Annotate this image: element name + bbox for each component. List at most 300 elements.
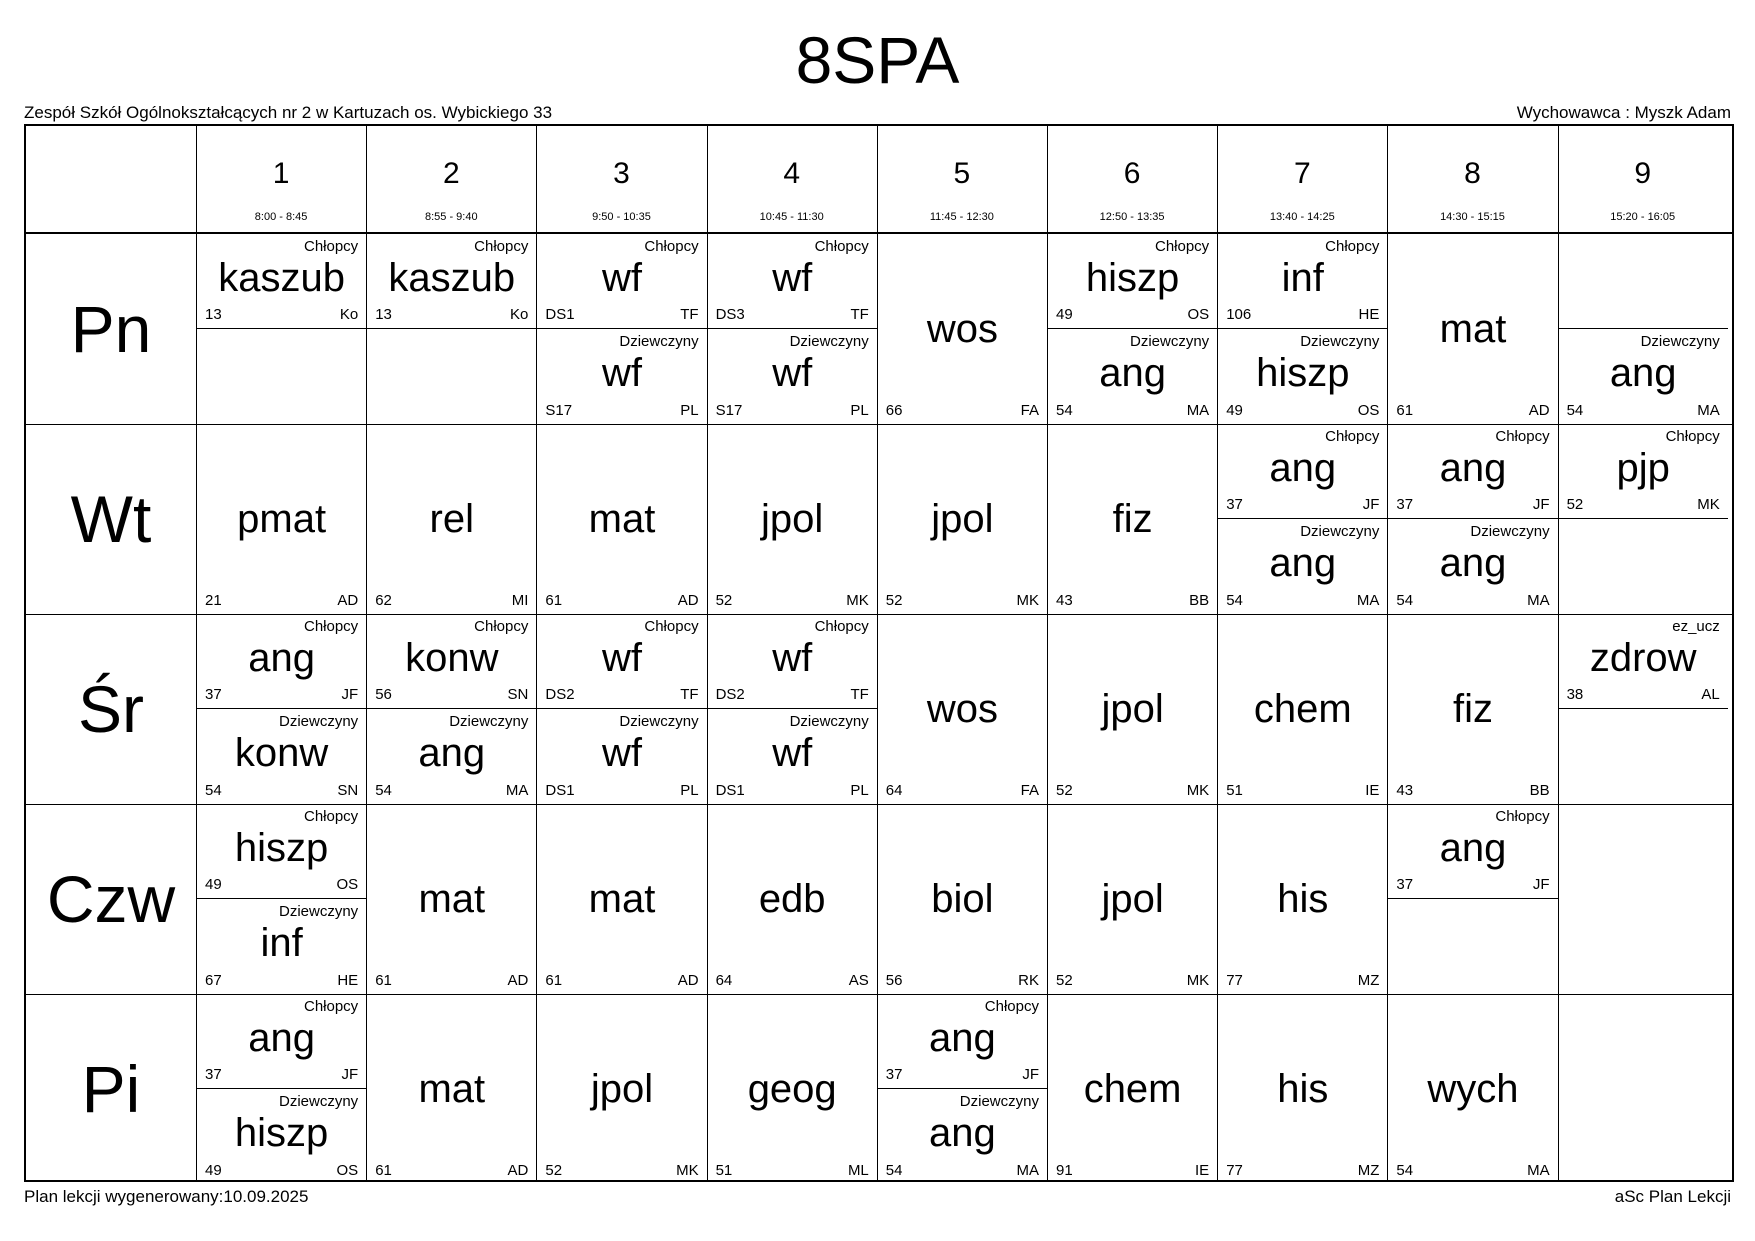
lesson-subject: inf xyxy=(1281,256,1324,300)
period-number: 3 xyxy=(613,157,630,190)
lesson-cell-top xyxy=(1388,424,1557,519)
lesson-cell-bottom xyxy=(1388,899,1557,994)
period-time: 12:50 - 13:35 xyxy=(1099,211,1165,223)
lesson-teacher: JF xyxy=(1362,496,1380,513)
lesson-cell xyxy=(537,424,706,614)
lesson-teacher: FA xyxy=(1020,402,1039,419)
lesson-room: 56 xyxy=(375,686,392,703)
lesson-group: Chłopcy xyxy=(303,998,359,1015)
lesson-room: 54 xyxy=(885,1162,903,1179)
lesson-cell-top xyxy=(1048,234,1217,329)
lesson-teacher: MK xyxy=(1697,496,1720,513)
lesson-group: Dziewczyny xyxy=(789,333,869,350)
lesson-subject: rel xyxy=(429,497,474,541)
lesson-cell xyxy=(367,804,536,994)
lesson-room: DS1 xyxy=(545,306,575,323)
lesson-room: S17 xyxy=(715,402,743,419)
lesson-room: 66 xyxy=(885,402,903,419)
period-time: 11:45 - 12:30 xyxy=(929,211,994,223)
lesson-cell-top xyxy=(1559,424,1728,519)
lesson-room: 54 xyxy=(1396,592,1414,609)
lesson-teacher: AD xyxy=(337,592,359,609)
lesson-subject: mat xyxy=(418,1067,486,1111)
lesson-cell-top xyxy=(367,234,536,329)
lesson-subject: ang xyxy=(1439,826,1507,870)
lesson-subject: wf xyxy=(601,636,642,680)
lesson-teacher: MA xyxy=(1186,402,1210,419)
lesson-cell xyxy=(1218,804,1387,994)
lesson-teacher: AD xyxy=(507,972,529,989)
period-time: 13:40 - 14:25 xyxy=(1269,211,1335,223)
day-label: Czw xyxy=(46,862,176,936)
lesson-subject: his xyxy=(1277,1067,1329,1111)
lesson-cell-top xyxy=(1559,234,1728,329)
lesson-teacher: MK xyxy=(1016,592,1039,609)
lesson-subject: wf xyxy=(772,256,813,300)
lesson-room: 38 xyxy=(1566,686,1584,703)
lesson-group: Chłopcy xyxy=(1495,808,1550,825)
lesson-teacher: AS xyxy=(848,972,869,989)
lesson-teacher: MK xyxy=(1186,972,1210,989)
lesson-group: Dziewczyny xyxy=(279,713,359,730)
lesson-group: Chłopcy xyxy=(1154,238,1210,255)
lesson-teacher: AD xyxy=(1528,402,1550,419)
lesson-subject: kaszub xyxy=(218,256,345,300)
lesson-teacher: FA xyxy=(1020,782,1039,799)
lesson-cell-bottom xyxy=(1048,329,1217,424)
lesson-cell-bottom xyxy=(1218,519,1387,614)
lesson-teacher: IE xyxy=(1365,782,1380,799)
lesson-room: 52 xyxy=(1056,782,1073,799)
lesson-subject: ang xyxy=(1609,351,1677,395)
lesson-room: 43 xyxy=(1396,782,1414,799)
lesson-subject: ang xyxy=(929,1111,996,1155)
lesson-room: 52 xyxy=(885,592,903,609)
lesson-room: 56 xyxy=(885,972,903,989)
lesson-room: 64 xyxy=(885,782,903,799)
period-number: 6 xyxy=(1123,157,1141,190)
lesson-room: 51 xyxy=(715,1162,733,1179)
lesson-teacher: JF xyxy=(341,1066,359,1083)
lesson-room: 49 xyxy=(1226,402,1243,419)
lesson-group: Dziewczyny xyxy=(279,903,359,920)
period-header xyxy=(536,126,706,232)
lesson-subject: fiz xyxy=(1452,687,1493,731)
lesson-cell xyxy=(367,994,536,1184)
lesson-teacher: MK xyxy=(676,1162,699,1179)
lesson-room: 52 xyxy=(545,1162,563,1179)
lesson-cell-top xyxy=(367,614,536,709)
lesson-cell-top xyxy=(197,804,366,899)
lesson-subject: ang xyxy=(1439,541,1507,585)
lesson-cell-bottom xyxy=(878,1089,1047,1184)
lesson-cell-bottom xyxy=(1559,709,1728,804)
lesson-group: Chłopcy xyxy=(303,238,359,255)
lesson-teacher: JF xyxy=(1022,1066,1039,1083)
lesson-group: Chłopcy xyxy=(644,238,699,255)
lesson-teacher: MA xyxy=(505,782,529,799)
period-number: 4 xyxy=(783,157,801,190)
lesson-cell-bottom xyxy=(197,899,366,994)
lesson-teacher: AD xyxy=(507,1162,529,1179)
lesson-room: DS1 xyxy=(715,782,745,799)
class-teacher: Wychowawca : Myszk Adam xyxy=(1516,103,1731,122)
lesson-subject: hiszp xyxy=(234,826,329,870)
lesson-subject: wych xyxy=(1427,1067,1519,1111)
lesson-group: Chłopcy xyxy=(303,618,359,635)
lesson-cell-top xyxy=(197,994,366,1089)
lesson-teacher: ML xyxy=(847,1162,869,1179)
lesson-room: S17 xyxy=(545,402,573,419)
lesson-teacher: IE xyxy=(1195,1162,1210,1179)
lesson-room: 54 xyxy=(1056,402,1073,419)
lesson-room: 37 xyxy=(1396,876,1414,893)
lesson-cell-top xyxy=(1559,614,1728,709)
lesson-group: Dziewczyny xyxy=(959,1093,1039,1110)
lesson-room: 54 xyxy=(1566,402,1584,419)
lesson-group: Chłopcy xyxy=(984,998,1039,1015)
lesson-room: 61 xyxy=(375,972,392,989)
lesson-room: 106 xyxy=(1226,306,1252,323)
lesson-room: DS3 xyxy=(715,306,745,323)
lesson-teacher: AL xyxy=(1701,686,1720,703)
lesson-room: 67 xyxy=(205,972,222,989)
lesson-cell-top xyxy=(1218,424,1387,519)
lesson-cell-bottom xyxy=(1388,519,1557,614)
generated-date: Plan lekcji wygenerowany:10.09.2025 xyxy=(24,1187,309,1206)
lesson-cell-bottom xyxy=(197,329,366,424)
lesson-subject: konw xyxy=(234,731,329,775)
lesson-cell xyxy=(197,424,366,614)
period-header xyxy=(196,126,366,232)
lesson-room: 61 xyxy=(1396,402,1414,419)
timetable-grid xyxy=(24,124,1734,1182)
lesson-room: 37 xyxy=(205,1066,222,1083)
lesson-subject: ang xyxy=(1439,446,1507,490)
lesson-cell xyxy=(1388,994,1557,1184)
lesson-cell-bottom xyxy=(367,709,536,804)
lesson-subject: pjp xyxy=(1616,446,1670,490)
period-time: 8:00 - 8:45 xyxy=(254,211,308,223)
lesson-cell xyxy=(537,994,706,1184)
lesson-group: Chłopcy xyxy=(474,618,529,635)
day-label: Pn xyxy=(70,292,152,366)
lesson-cell-top xyxy=(708,234,877,329)
lesson-subject: jpol xyxy=(931,497,994,541)
lesson-teacher: PL xyxy=(850,782,869,799)
lesson-teacher: MK xyxy=(1186,782,1210,799)
lesson-teacher: MA xyxy=(1527,592,1550,609)
lesson-teacher: JF xyxy=(1532,876,1550,893)
period-header xyxy=(1047,126,1217,232)
lesson-room: DS1 xyxy=(545,782,575,799)
day-label: Wt xyxy=(70,482,152,556)
lesson-subject: ang xyxy=(1269,541,1337,585)
lesson-room: 21 xyxy=(205,592,222,609)
lesson-subject: mat xyxy=(588,497,656,541)
lesson-group: Dziewczyny xyxy=(1640,333,1720,350)
lesson-group: ez_ucz xyxy=(1672,618,1720,635)
lesson-group: Chłopcy xyxy=(644,618,699,635)
lesson-group: Chłopcy xyxy=(1665,428,1720,445)
lesson-cell xyxy=(1388,614,1557,804)
lesson-teacher: OS xyxy=(336,1162,359,1179)
lesson-teacher: PL xyxy=(850,402,869,419)
lesson-room: 37 xyxy=(1396,496,1414,513)
lesson-teacher: JF xyxy=(341,686,359,703)
lesson-subject: pmat xyxy=(237,497,327,541)
lesson-group: Chłopcy xyxy=(814,618,869,635)
lesson-cell-bottom xyxy=(367,329,536,424)
period-header xyxy=(707,126,877,232)
lesson-cell-bottom xyxy=(537,329,706,424)
lesson-teacher: RK xyxy=(1018,972,1039,989)
lesson-subject: hiszp xyxy=(234,1111,329,1155)
lesson-subject: konw xyxy=(405,636,499,680)
lesson-cell-top xyxy=(197,614,366,709)
lesson-subject: wos xyxy=(926,307,998,351)
lesson-teacher: AD xyxy=(677,592,699,609)
lesson-room: DS2 xyxy=(545,686,575,703)
lesson-room: 64 xyxy=(715,972,733,989)
lesson-cell-bottom xyxy=(197,1089,366,1184)
lesson-cell-bottom xyxy=(1559,519,1728,614)
lesson-subject: ang xyxy=(929,1016,996,1060)
software-name: aSc Plan Lekcji xyxy=(1614,1187,1731,1206)
lesson-cell-bottom xyxy=(1559,329,1728,424)
lesson-room: 61 xyxy=(545,972,563,989)
lesson-teacher: MK xyxy=(846,592,869,609)
lesson-teacher: HE xyxy=(1358,306,1380,323)
period-number: 9 xyxy=(1634,157,1652,190)
period-header xyxy=(1387,126,1557,232)
lesson-cell xyxy=(1048,994,1217,1184)
lesson-cell-bottom xyxy=(708,709,877,804)
lesson-teacher: MZ xyxy=(1357,972,1380,989)
lesson-group: Dziewczyny xyxy=(279,1093,359,1110)
lesson-group: Chłopcy xyxy=(303,808,359,825)
lesson-cell-top xyxy=(197,234,366,329)
lesson-room: 61 xyxy=(545,592,563,609)
lesson-subject: mat xyxy=(588,877,656,921)
lesson-room: 37 xyxy=(885,1066,903,1083)
lesson-room: DS2 xyxy=(715,686,745,703)
period-header xyxy=(1558,126,1728,232)
lesson-teacher: MA xyxy=(1356,592,1380,609)
lesson-subject: inf xyxy=(260,921,303,965)
lesson-subject: chem xyxy=(1253,687,1352,731)
lesson-subject: his xyxy=(1277,877,1329,921)
lesson-group: Dziewczyny xyxy=(1130,333,1210,350)
lesson-cell-bottom xyxy=(1218,329,1387,424)
lesson-cell-top xyxy=(1388,804,1557,899)
lesson-subject: jpol xyxy=(1101,877,1164,921)
lesson-teacher: Ko xyxy=(339,306,359,323)
lesson-teacher: OS xyxy=(1357,402,1380,419)
period-number: 8 xyxy=(1464,157,1481,190)
lesson-cell xyxy=(708,424,877,614)
lesson-cell xyxy=(878,234,1047,424)
lesson-room: 37 xyxy=(205,686,222,703)
lesson-subject: edb xyxy=(758,877,826,921)
lesson-teacher: SN xyxy=(507,686,529,703)
lesson-teacher: OS xyxy=(336,876,359,893)
period-number: 7 xyxy=(1293,157,1311,190)
lesson-subject: zdrow xyxy=(1589,636,1697,680)
lesson-subject: jpol xyxy=(590,1067,654,1111)
lesson-room: 62 xyxy=(375,592,392,609)
period-time: 15:20 - 16:05 xyxy=(1610,211,1676,223)
lesson-subject: ang xyxy=(248,636,315,680)
lesson-teacher: TF xyxy=(850,686,869,703)
lesson-room: 91 xyxy=(1056,1162,1073,1179)
lesson-teacher: TF xyxy=(680,686,699,703)
lesson-subject: kaszub xyxy=(388,256,516,300)
lesson-room: 54 xyxy=(205,782,222,799)
lesson-teacher: BB xyxy=(1189,592,1210,609)
lesson-room: 54 xyxy=(1226,592,1243,609)
lesson-room: 51 xyxy=(1226,782,1243,799)
lesson-cell xyxy=(878,804,1047,994)
lesson-subject: wf xyxy=(601,731,642,775)
period-header xyxy=(366,126,536,232)
lesson-teacher: Ko xyxy=(510,306,529,323)
lesson-subject: wf xyxy=(601,256,642,300)
lesson-subject: mat xyxy=(418,877,486,921)
lesson-teacher: MA xyxy=(1527,1162,1550,1179)
period-header xyxy=(877,126,1047,232)
lesson-teacher: MA xyxy=(1697,402,1720,419)
lesson-cell xyxy=(878,614,1047,804)
day-label: Pi xyxy=(81,1052,141,1126)
lesson-subject: geog xyxy=(747,1067,837,1111)
lesson-subject: ang xyxy=(418,731,486,775)
lesson-cell-top xyxy=(537,234,706,329)
lesson-group: Dziewczyny xyxy=(789,713,869,730)
lesson-cell-bottom xyxy=(708,329,877,424)
lesson-cell xyxy=(1048,804,1217,994)
lesson-group: Dziewczyny xyxy=(619,713,699,730)
lesson-teacher: AD xyxy=(677,972,699,989)
lesson-subject: wf xyxy=(601,351,642,395)
lesson-teacher: HE xyxy=(337,972,359,989)
lesson-cell-top xyxy=(708,614,877,709)
lesson-subject: ang xyxy=(248,1016,315,1060)
period-number: 1 xyxy=(272,157,290,190)
lesson-room: 43 xyxy=(1056,592,1073,609)
lesson-cell xyxy=(1218,994,1387,1184)
school-name: Zespół Szkół Ogólnokształcących nr 2 w Kartuzach os. Wybickiego 33 xyxy=(24,103,553,122)
period-time: 14:30 - 15:15 xyxy=(1440,211,1505,223)
lesson-teacher: MI xyxy=(511,592,529,609)
lesson-teacher: MA xyxy=(1016,1162,1039,1179)
lesson-room: 52 xyxy=(1056,972,1073,989)
period-number: 2 xyxy=(442,157,460,190)
day-label: Śr xyxy=(78,672,144,746)
lesson-subject: jpol xyxy=(1101,687,1164,731)
page-title: 8SPA xyxy=(795,23,960,97)
lesson-group: Dziewczyny xyxy=(1470,523,1550,540)
lesson-subject: jpol xyxy=(761,497,824,541)
lesson-cell-top xyxy=(1218,234,1387,329)
lesson-cell xyxy=(708,804,877,994)
lesson-room: 13 xyxy=(205,306,222,323)
lesson-room: 49 xyxy=(205,1162,222,1179)
lesson-room: 13 xyxy=(375,306,392,323)
lesson-subject: wos xyxy=(926,687,998,731)
lesson-group: Dziewczyny xyxy=(1300,523,1380,540)
lesson-subject: ang xyxy=(1269,446,1337,490)
lesson-subject: ang xyxy=(1099,351,1166,395)
lesson-cell-top xyxy=(878,994,1047,1089)
lesson-cell xyxy=(537,804,706,994)
lesson-subject: mat xyxy=(1439,307,1507,351)
lesson-cell xyxy=(1048,424,1217,614)
period-time: 8:55 - 9:40 xyxy=(424,211,478,223)
lesson-teacher: TF xyxy=(850,306,869,323)
lesson-subject: chem xyxy=(1083,1067,1182,1111)
lesson-group: Chłopcy xyxy=(1325,428,1380,445)
lesson-teacher: PL xyxy=(680,402,699,419)
lesson-cell xyxy=(1388,234,1557,424)
lesson-subject: hiszp xyxy=(1256,351,1350,395)
lesson-teacher: SN xyxy=(337,782,359,799)
lesson-cell xyxy=(1048,614,1217,804)
lesson-cell xyxy=(1218,614,1387,804)
lesson-group: Dziewczyny xyxy=(449,713,529,730)
period-header xyxy=(1217,126,1387,232)
lesson-room: 54 xyxy=(375,782,392,799)
lesson-teacher: BB xyxy=(1529,782,1550,799)
lesson-room: 37 xyxy=(1226,496,1243,513)
lesson-subject: biol xyxy=(931,877,994,921)
lesson-room: 77 xyxy=(1226,972,1243,989)
lesson-group: Chłopcy xyxy=(814,238,869,255)
lesson-teacher: PL xyxy=(680,782,699,799)
lesson-group: Dziewczyny xyxy=(619,333,699,350)
lesson-group: Chłopcy xyxy=(1495,428,1550,445)
lesson-room: 52 xyxy=(715,592,733,609)
period-number: 5 xyxy=(953,157,971,190)
lesson-cell xyxy=(708,994,877,1184)
lesson-teacher: OS xyxy=(1187,306,1210,323)
lesson-cell-bottom xyxy=(197,709,366,804)
lesson-room: 52 xyxy=(1566,496,1584,513)
lesson-teacher: MZ xyxy=(1357,1162,1380,1179)
lesson-cell xyxy=(367,424,536,614)
period-time: 9:50 - 10:35 xyxy=(592,211,651,223)
lesson-teacher: JF xyxy=(1532,496,1550,513)
lesson-subject: wf xyxy=(772,351,813,395)
lesson-room: 77 xyxy=(1226,1162,1243,1179)
lesson-room: 54 xyxy=(1396,1162,1414,1179)
lesson-subject: fiz xyxy=(1112,497,1153,541)
lesson-cell-bottom xyxy=(537,709,706,804)
lesson-group: Chłopcy xyxy=(1325,238,1380,255)
lesson-subject: hiszp xyxy=(1085,256,1180,300)
lesson-group: Dziewczyny xyxy=(1300,333,1380,350)
lesson-room: 49 xyxy=(1056,306,1073,323)
lesson-subject: wf xyxy=(772,636,813,680)
lesson-room: 49 xyxy=(205,876,222,893)
lesson-room: 61 xyxy=(375,1162,392,1179)
lesson-cell-top xyxy=(537,614,706,709)
lesson-group: Chłopcy xyxy=(474,238,529,255)
period-time: 10:45 - 11:30 xyxy=(759,211,824,223)
lesson-subject: wf xyxy=(772,731,813,775)
lesson-cell xyxy=(878,424,1047,614)
lesson-teacher: TF xyxy=(680,306,699,323)
